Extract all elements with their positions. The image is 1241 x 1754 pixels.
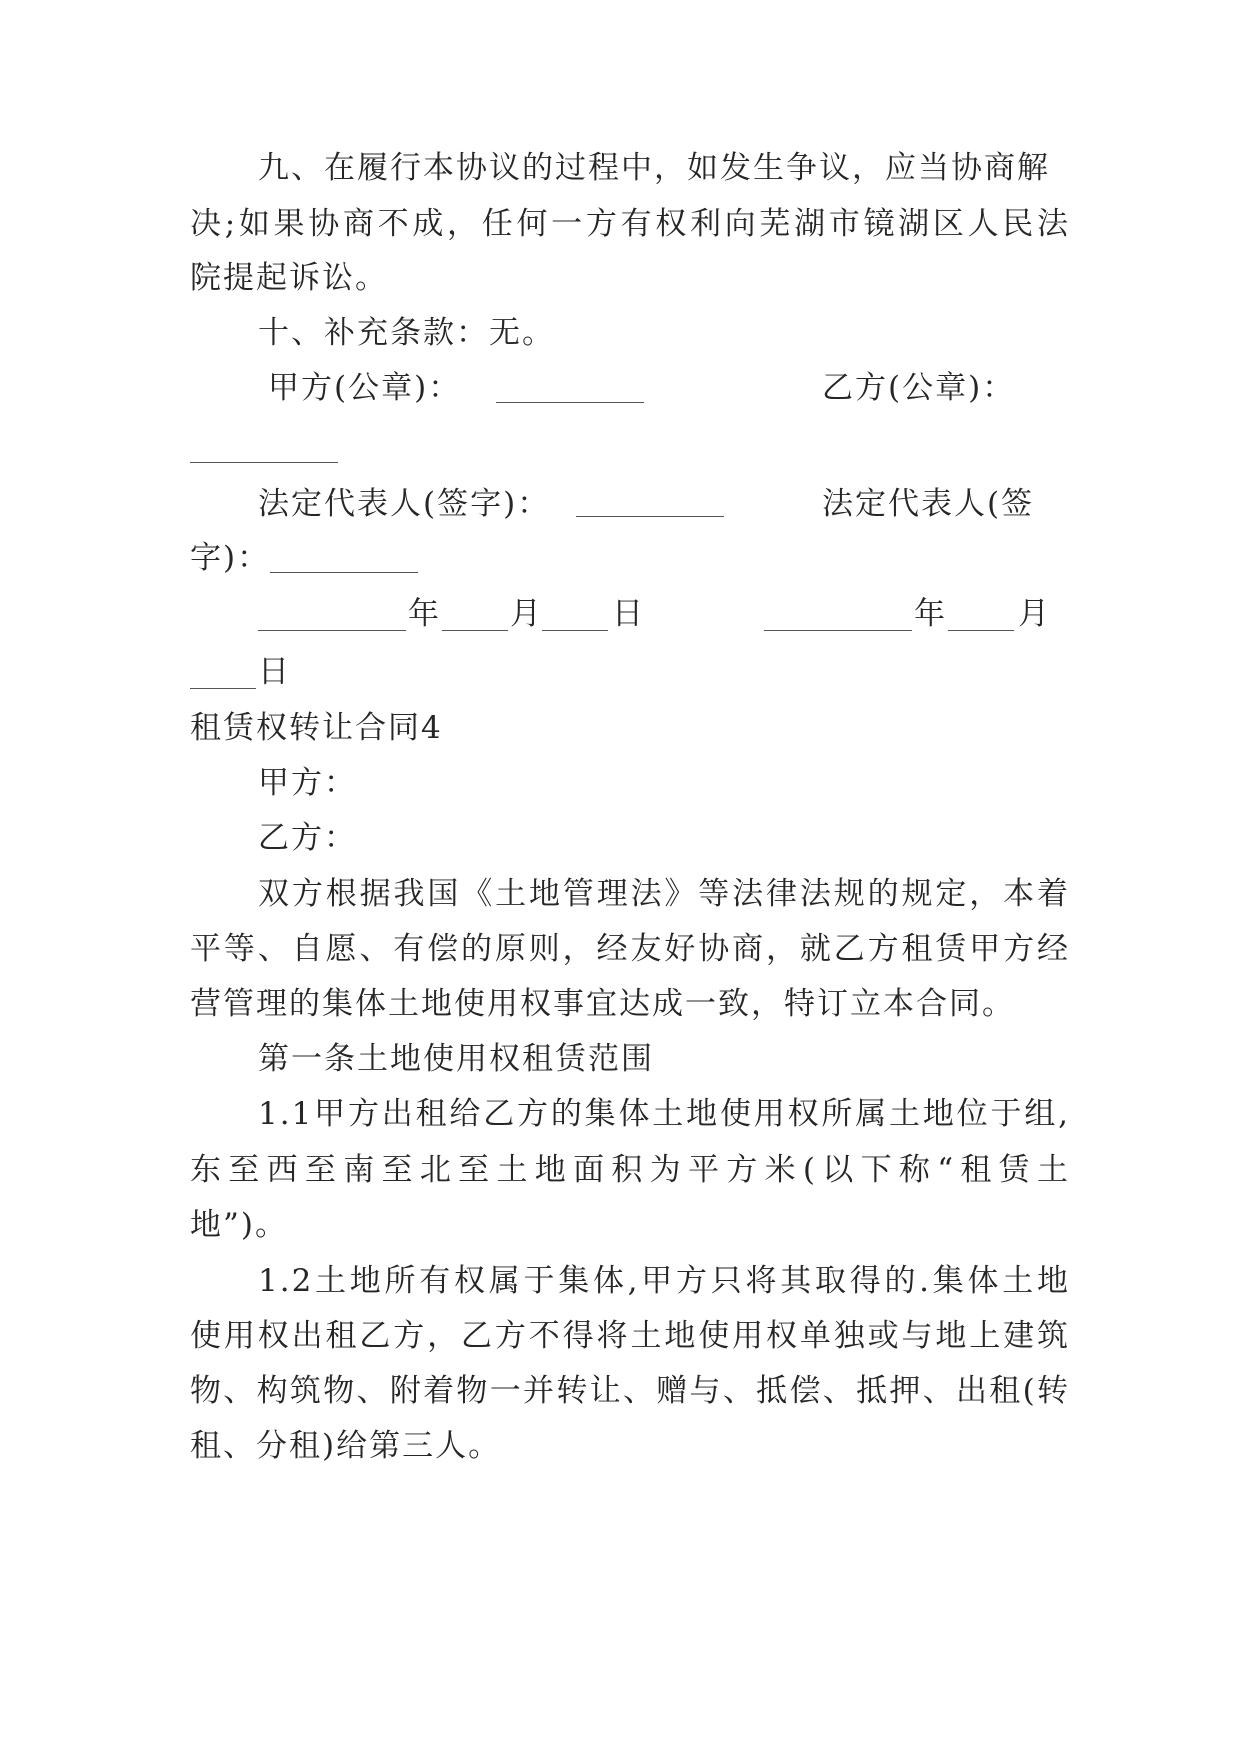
rep-a-blank	[576, 490, 724, 517]
preamble-line2: 平等、自愿、有偿的原则，经友好协商，就乙方租赁甲方经	[190, 931, 1070, 967]
date-b-month-blank	[948, 604, 1014, 631]
item1-1-line1: 1.1甲方出租给乙方的集体土地使用权所属土地位于组,	[258, 1096, 1070, 1132]
date-a-year: 年	[408, 596, 441, 632]
party-b-seal-label: 乙方(公章)：	[822, 370, 1016, 406]
item1-1-line3: 地”)。	[190, 1207, 288, 1243]
party-a-seal-blank	[496, 376, 644, 403]
clause9-line3: 院提起诉讼。	[190, 260, 388, 296]
item1-2-line4: 租、分租)给第三人。	[190, 1428, 502, 1464]
contract4-title: 租赁权转让合同4	[190, 710, 443, 746]
date-a-day: 日	[612, 596, 645, 632]
date-b-day: 日	[258, 654, 291, 690]
item1-1-line2: 东至西至南至北至土地面积为平方米(以下称“租赁土	[190, 1152, 1070, 1188]
date-a-month-blank	[442, 604, 508, 631]
rep-b-blank	[270, 546, 418, 573]
preamble-line1: 双方根据我国《土地管理法》等法律法规的规定，本着	[258, 876, 1070, 912]
item1-2-line2: 使用权出租乙方，乙方不得将土地使用权单独或与地上建筑	[190, 1318, 1070, 1354]
clause10: 十、补充条款：无。	[258, 315, 555, 351]
rep-b-label-part1: 法定代表人(签	[822, 486, 1035, 522]
date-b-day-blank	[190, 662, 256, 689]
item1-2-line3: 物、构筑物、附着物一并转让、赠与、抵偿、抵押、出租(转	[190, 1373, 1070, 1409]
date-a-month: 月	[510, 596, 543, 632]
date-a-day-blank	[542, 604, 608, 631]
clause9-line1: 九、在履行本协议的过程中，如发生争议，应当协商解	[258, 150, 1050, 186]
article1-title: 第一条土地使用权租赁范围	[258, 1041, 654, 1077]
party-a-seal-label: 甲方(公章)：	[268, 370, 462, 406]
rep-b-label-part2: 字)：	[190, 540, 271, 576]
date-a-year-blank	[258, 604, 406, 631]
date-b-year-blank	[764, 604, 912, 631]
date-b-year: 年	[914, 596, 947, 632]
rep-a-label: 法定代表人(签字)：	[258, 486, 551, 522]
item1-2-line1: 1.2土地所有权属于集体,甲方只将其取得的.集体土地	[258, 1263, 1070, 1299]
date-b-month: 月	[1018, 596, 1051, 632]
preamble-line3: 营管理的集体土地使用权事宜达成一致，特订立本合同。	[190, 986, 1015, 1022]
clause9-line2: 决;如果协商不成，任何一方有权利向芜湖市镜湖区人民法	[190, 206, 1070, 242]
party-b-seal-blank	[190, 436, 338, 463]
contract4-party-a: 甲方：	[258, 765, 357, 801]
contract4-party-b: 乙方：	[258, 820, 357, 856]
